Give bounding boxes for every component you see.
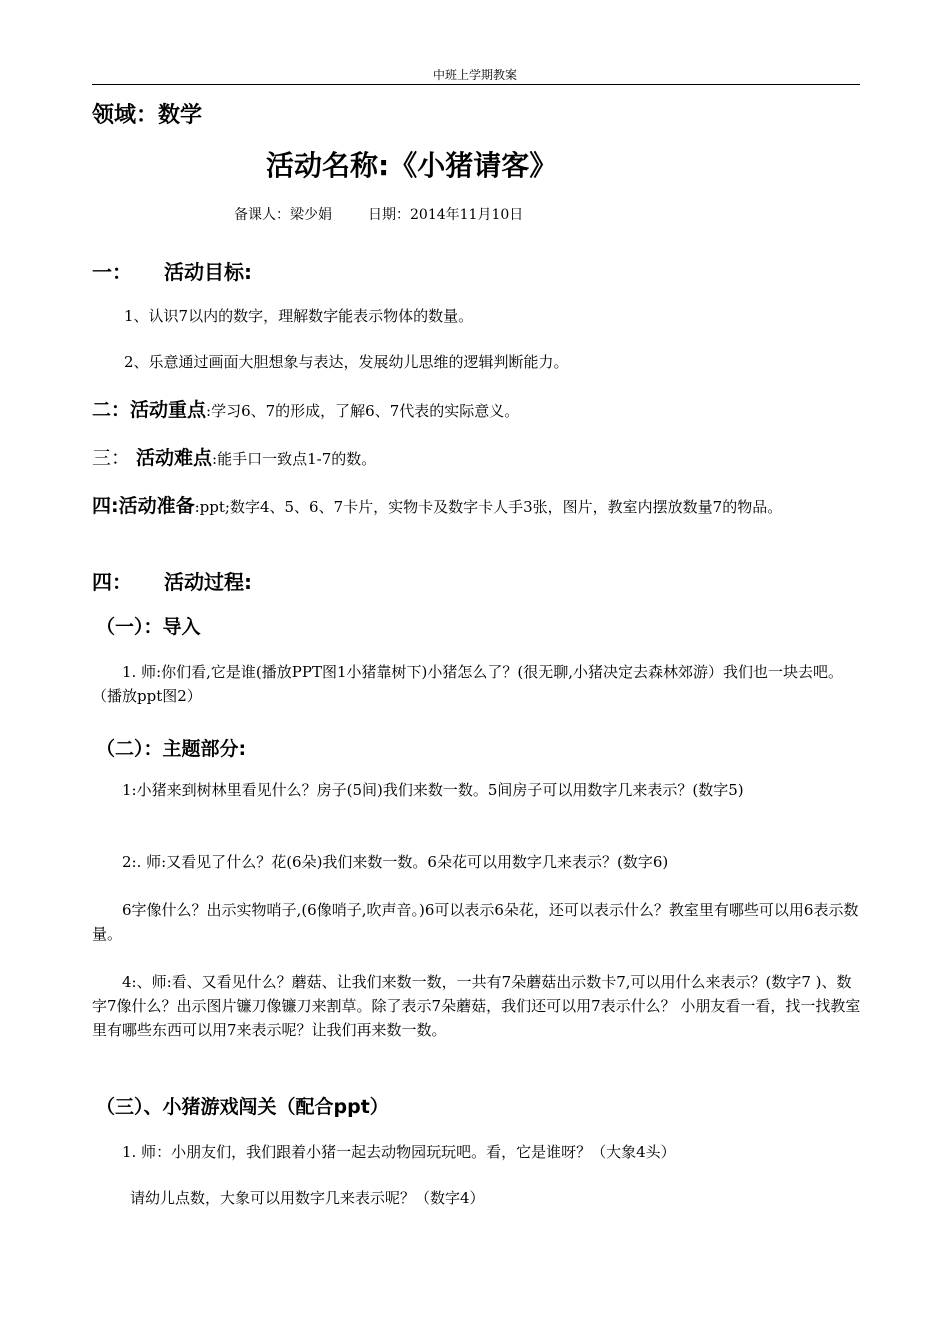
section2-heading: 二：活动重点 xyxy=(92,399,207,421)
section3-heading: 活动难点 xyxy=(136,447,213,469)
domain-label: 领域：数学 xyxy=(92,103,203,128)
part3-para-1: 1. 师：小朋友们，我们跟着小猪一起去动物园玩玩吧。看，它是谁呀？（大象4头） xyxy=(122,1143,676,1161)
section2-text: :学习6、7的形成，了解6、7代表的实际意义。 xyxy=(206,402,520,420)
part2-title: （二）：主题部分: xyxy=(96,738,247,760)
part2-para-2: 2:. 师:又看见了什么？花(6朵)我们来数一数。6朵花可以用数字几来表示？(数字6) xyxy=(122,853,669,871)
section5-title: 活动过程: xyxy=(164,570,252,594)
part2-para-4: 4:、师:看、又看见什么？蘑菇、让我们来数一数，一共有7朵蘑菇出示数卡7,可以用什么来表示？(数字7 )、数字7像什么？出示图片镰刀像镰刀来割草。除了表示7朵蘑菇，我们还可以用7表示什么？ 小朋友看一看，找一找教室里有哪些东西可以用7来表示呢？让我们再来数一数。 xyxy=(92,973,861,1039)
lesson-date: 日期：2014年11月10日 xyxy=(368,207,524,223)
section3-number: 三： xyxy=(92,447,131,469)
byline xyxy=(234,204,523,224)
page-header: 中班上学期教案 xyxy=(432,68,517,82)
section3 xyxy=(92,446,376,471)
header-divider xyxy=(92,84,860,85)
section2 xyxy=(92,398,519,423)
part2-para-1: 1:小猪来到树林里看见什么？房子(5间)我们来数一数。5间房子可以用数字几来表示？(数字5) xyxy=(122,781,744,799)
part3-title: （三）、小猪游戏闯关（配合ppt） xyxy=(96,1096,389,1118)
objective-1: 1、认识7以内的数字，理解数字能表示物体的数量。 xyxy=(124,307,474,325)
activity-title: 活动名称:《小猪请客》 xyxy=(266,149,558,182)
section4-heading: 四:活动准备 xyxy=(92,495,195,517)
section4-text: :ppt;数字4、5、6、7卡片，实物卡及数字卡人手3张，图片，教室内摆放数量7的物品。 xyxy=(194,498,783,516)
part1-text: 1. 师:你们看,它是谁(播放PPT图1小猪靠树下)小猪怎么了？(很无聊,小猪决定去森林郊游）我们也一块去吧。（播放ppt图2） xyxy=(92,663,843,705)
section1-number: 一： xyxy=(92,260,132,284)
section4 xyxy=(92,494,862,519)
part1-title: （一）：导入 xyxy=(96,616,201,638)
teacher-name: 备课人：梁少娟 xyxy=(234,207,332,223)
section3-text: :能手口一致点1-7的数。 xyxy=(212,450,377,468)
part3-para-2: 请幼儿点数，大象可以用数字几来表示呢？（数字4） xyxy=(130,1189,485,1207)
section1-title: 活动目标: xyxy=(164,260,252,284)
part2-para-3: 6字像什么？出示实物哨子,(6像哨子,吹声音。)6可以表示6朵花，还可以表示什么？教室里有哪些可以用6表示数量。 xyxy=(92,901,859,943)
section5-number: 四： xyxy=(92,570,132,594)
objective-2: 2、乐意通过画面大胆想象与表达，发展幼儿思维的逻辑判断能力。 xyxy=(124,353,569,371)
